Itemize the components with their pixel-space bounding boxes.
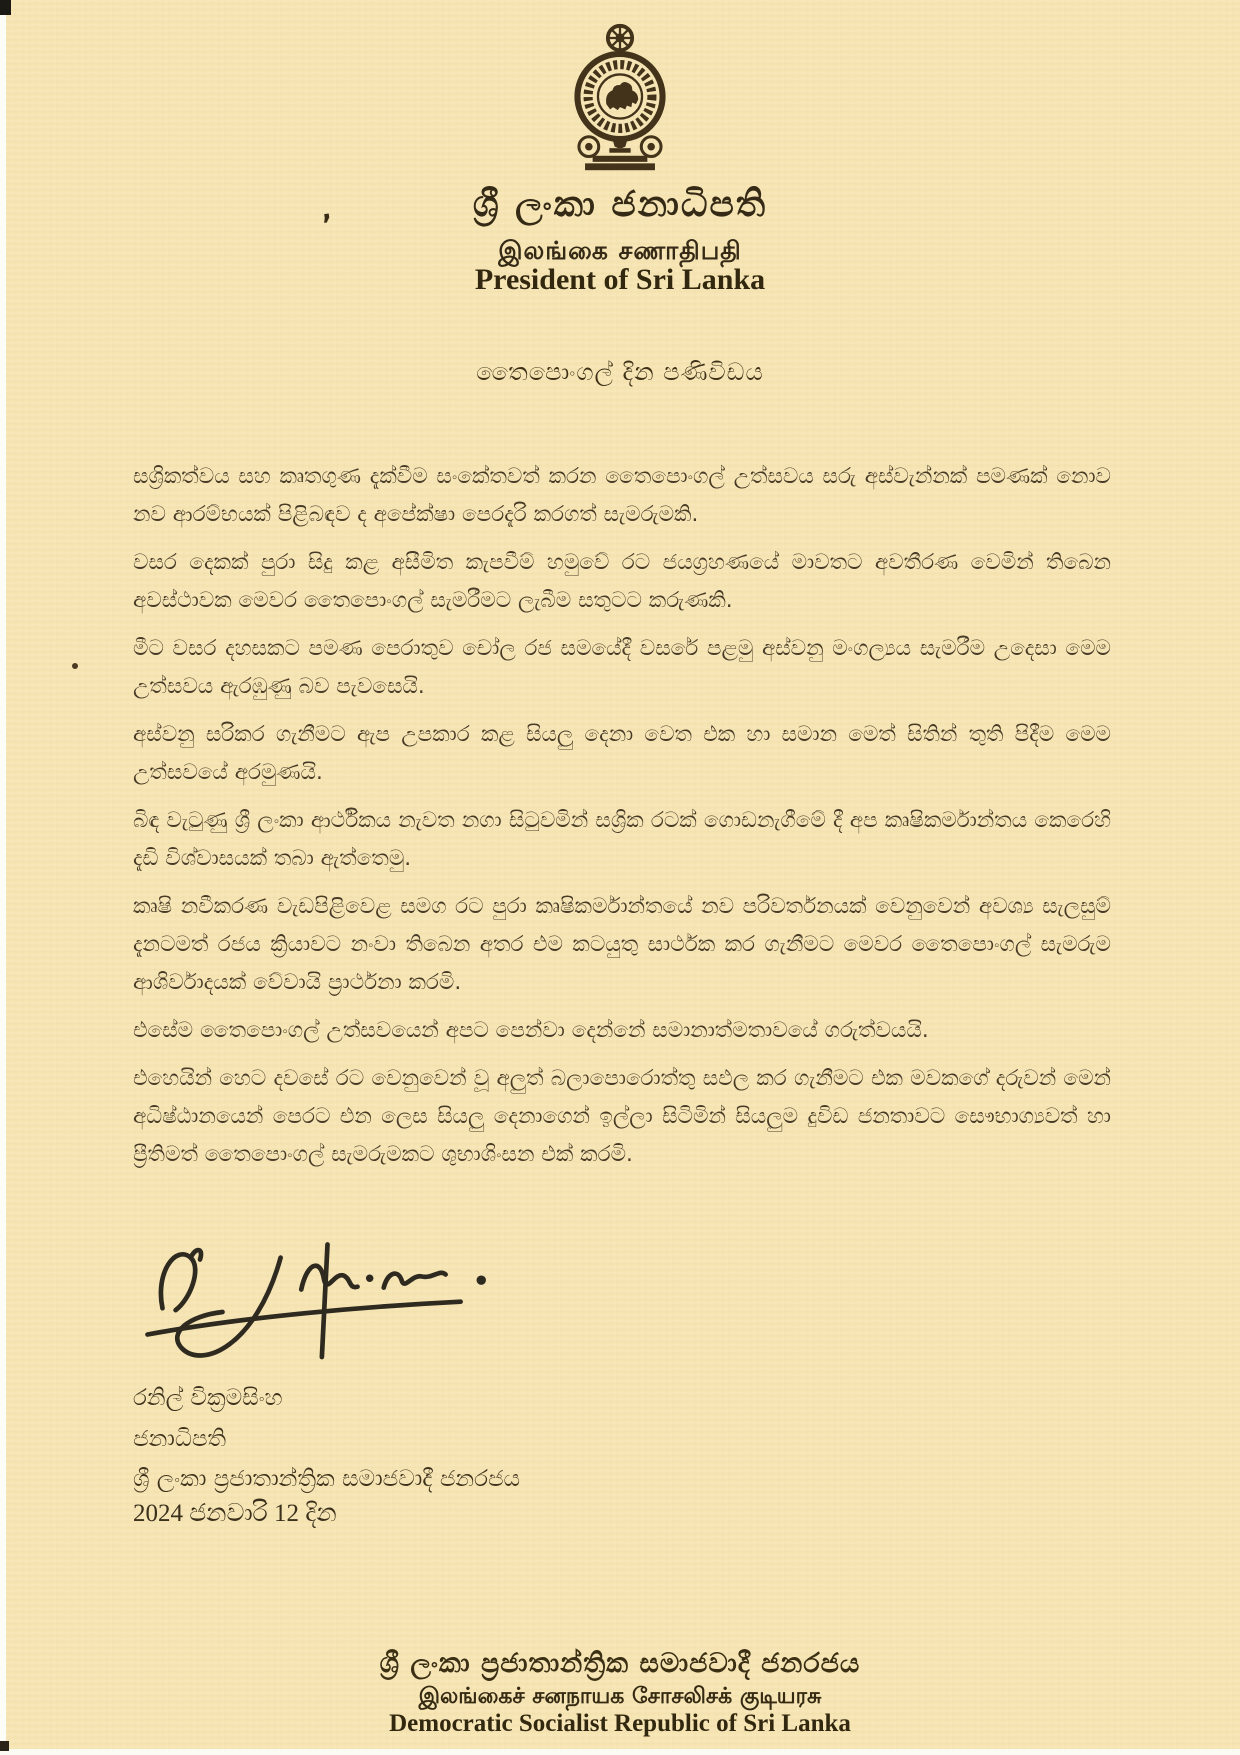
header-title-sinhala: ශ්‍රී ලංකා ජනාධිපති xyxy=(472,184,768,225)
paragraph-4: අස්වනු සරිකර ගැනීමට ඇප උපකාර කළ සියලු දෙනා වෙත එක හා සමාන මෙත් සිතින් තුති පිදීම මෙම උත්සවයේ අරමුණයි. xyxy=(133,722,1111,785)
letter-date: 2024 ජනවාරි 12 දින xyxy=(133,1500,337,1527)
paragraph-3: මීට වසර දහසකට පමණ පෙරාතුව චෝල රජ සමයේදී වසරේ පළමු අස්වනු මංගල්‍යය සැමරීම උදෙසා මෙම උත්සවය ඇරඹුණු බව පැවසෙයි. xyxy=(133,636,1111,699)
footer-republic-sinhala: ශ්‍රී ලංකා ප්‍රජාතාන්ත්‍රික සමාජවාදී ජනරජය xyxy=(379,1648,861,1679)
header-title-tamil: இலங்கை சணாதிபதி xyxy=(498,236,742,265)
paragraph-6: කෘෂි නවීකරණ වැඩපිළිවෙළ සමග රට පුරා කෘෂිකර්මාන්තයේ නව පරිවර්තනයක් වෙනුවෙන් අවශ්‍ය සැලසුම් දැනටමත් රජය ක්‍රියාවට නංවා තිබෙන අතර එම කටයුතු සාර්ථක කර ගැනීමට මෙවර තෛපොංගල් සැමරුම ආශිර්වාදයක් වේවායි ප්‍රාර්ථනා කරමි. xyxy=(133,894,1111,995)
paragraph-1: සශ්‍රිකත්වය සහ කෘතගුණ දැක්වීම සංකේතවත් කරන තෛපොංගල් උත්සවය සරු අස්වැන්නක් පමණක් නොව නව ආරම්භයක් පිළිබඳව ද අපේක්ෂා පෙරදැරි කරගත් සැමරුමකි. xyxy=(133,464,1111,527)
footer-republic-tamil: இலங்கைச் சனநாயக சோசலிசக் குடியரசு xyxy=(418,1684,822,1709)
letter-subject: තෛපොංගල් දින පණිවිඩය xyxy=(476,358,764,386)
signer-name: රනිල් වික්‍රමසිංහ xyxy=(133,1385,283,1411)
ink-speck xyxy=(72,663,78,669)
footer-republic-english: Democratic Socialist Republic of Sri Lanka xyxy=(389,1710,851,1737)
paragraph-7: එසේම තෛපොංගල් උත්සවයෙන් අපට පෙන්වා දෙන්නේ සමානාත්මතාවයේ ගරුත්වයයි. xyxy=(133,1018,929,1043)
header-title-english: President of Sri Lanka xyxy=(474,263,766,296)
scan-corner-mark-bottom xyxy=(0,1741,9,1751)
scan-corner-mark xyxy=(0,0,11,15)
ink-speck-comma: , xyxy=(318,195,333,227)
signer-title: ජනාධිපති xyxy=(133,1426,227,1452)
paragraph-2: වසර දෙකක් පුරා සිදු කළ අසීමිත කැපවීම් හමුවේ රට ජයග්‍රහණයේ මාවතට අවතීරණ වෙමින් තිබෙන අවස්ථාවක මෙවර තෛපොංගල් සැමරීමට ලැබීම සතුටට කරුණකි. xyxy=(133,550,1111,613)
signer-republic: ශ්‍රී ලංකා ප්‍රජාතාන්ත්‍රික සමාජවාදී ජනරජය xyxy=(133,1466,521,1492)
scan-edge-bottom xyxy=(0,1749,1240,1755)
paragraph-8: එහෙයින් හෙට දවසේ රට වෙනුවෙන් වූ අලුත් බලාපොරොත්තු සඵල කර ගැනීමට එක මවකගේ දරුවන් මෙන් අධිෂ්ඨානයෙන් පෙරට එන ලෙස සියලු දෙනාගෙන් ඉල්ලා සිටිමින් සියලුම දුවිඩ ජනතාවට සෞභාග්‍යවත් හා ප්‍රීතිමත් තෛපොංගල් සැමරුමකට ශුභාශිංසන එක් කරමි. xyxy=(133,1066,1111,1167)
sri-lanka-emblem-icon xyxy=(566,22,674,178)
paragraph-5: බිඳ වැටුණු ශ්‍රී ලංකා ආර්ථිකය නැවත නගා සිටුවමින් සශ්‍රික රටක් ගොඩනැගීමේ දී අප කෘෂිකර්මාන්තය කෙරෙහි දැඩි විශ්වාසයක් තබා ඇත්තෙමු. xyxy=(133,808,1111,871)
letter-body xyxy=(133,458,1111,1184)
handwritten-signature xyxy=(130,1222,510,1376)
